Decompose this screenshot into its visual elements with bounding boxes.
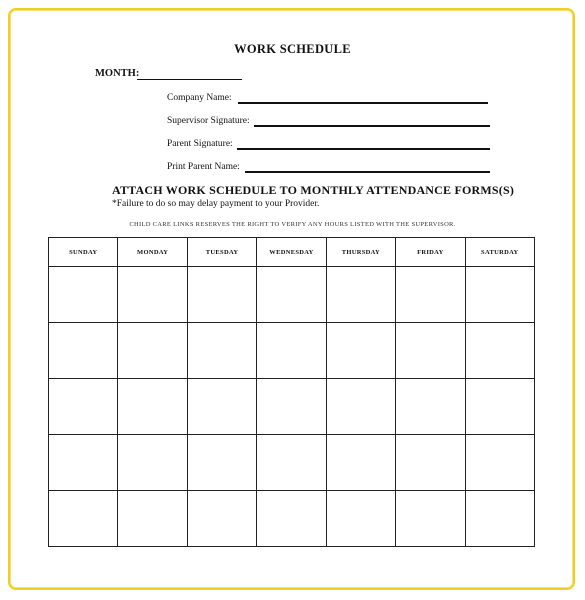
schedule-cell-monday[interactable] (118, 323, 187, 379)
parent-signature-field[interactable] (237, 148, 490, 150)
schedule-cell-saturday[interactable] (465, 491, 534, 547)
schedule-cell-thursday[interactable] (326, 491, 395, 547)
schedule-cell-sunday[interactable] (49, 435, 118, 491)
schedule-cell-monday[interactable] (118, 491, 187, 547)
day-header-tuesday: TUESDAY (187, 238, 256, 267)
week-row (49, 435, 535, 491)
month-field[interactable] (137, 79, 242, 80)
schedule-cell-sunday[interactable] (49, 267, 118, 323)
schedule-cell-sunday[interactable] (49, 491, 118, 547)
schedule-cell-monday[interactable] (118, 379, 187, 435)
day-header-row (49, 238, 535, 267)
schedule-cell-friday[interactable] (396, 323, 465, 379)
schedule-cell-thursday[interactable] (326, 379, 395, 435)
month-label: MONTH: (95, 68, 140, 79)
schedule-cell-monday[interactable] (118, 267, 187, 323)
day-header-wednesday: WEDNESDAY (257, 238, 326, 267)
schedule-cell-friday[interactable] (396, 379, 465, 435)
schedule-cell-saturday[interactable] (465, 435, 534, 491)
day-header-thursday: THURSDAY (326, 238, 395, 267)
company-name-label: Company Name: (167, 93, 232, 103)
schedule-cell-wednesday[interactable] (257, 267, 326, 323)
schedule-cell-thursday[interactable] (326, 323, 395, 379)
schedule-body (49, 267, 535, 547)
schedule-cell-thursday[interactable] (326, 435, 395, 491)
schedule-cell-saturday[interactable] (465, 323, 534, 379)
day-header-sunday: SUNDAY (49, 238, 118, 267)
parent-signature-label: Parent Signature: (167, 139, 233, 149)
schedule-cell-wednesday[interactable] (257, 379, 326, 435)
schedule-table (48, 237, 535, 547)
company-name-field[interactable] (238, 102, 488, 104)
supervisor-signature-label: Supervisor Signature: (167, 116, 250, 126)
schedule-cell-friday[interactable] (396, 267, 465, 323)
schedule-cell-tuesday[interactable] (187, 267, 256, 323)
schedule-cell-tuesday[interactable] (187, 379, 256, 435)
schedule-cell-wednesday[interactable] (257, 323, 326, 379)
reserves-note: CHILD CARE LINKS RESERVES THE RIGHT TO VERIFY ANY HOURS LISTED WITH THE SUPERVISOR. (129, 221, 456, 228)
schedule-cell-tuesday[interactable] (187, 435, 256, 491)
schedule-cell-wednesday[interactable] (257, 435, 326, 491)
week-row (49, 323, 535, 379)
print-parent-name-field[interactable] (245, 171, 490, 173)
schedule-cell-tuesday[interactable] (187, 323, 256, 379)
day-header-monday: MONDAY (118, 238, 187, 267)
week-row (49, 267, 535, 323)
day-header-saturday: SATURDAY (465, 238, 534, 267)
print-parent-name-label: Print Parent Name: (167, 162, 240, 172)
schedule-cell-saturday[interactable] (465, 379, 534, 435)
week-row (49, 379, 535, 435)
week-row (49, 491, 535, 547)
day-header-friday: FRIDAY (396, 238, 465, 267)
schedule-cell-friday[interactable] (396, 435, 465, 491)
schedule-cell-tuesday[interactable] (187, 491, 256, 547)
supervisor-signature-field[interactable] (254, 125, 490, 127)
failure-note: *Failure to do so may delay payment to your Provider. (112, 199, 320, 209)
schedule-cell-thursday[interactable] (326, 267, 395, 323)
schedule-cell-wednesday[interactable] (257, 491, 326, 547)
schedule-cell-saturday[interactable] (465, 267, 534, 323)
schedule-cell-sunday[interactable] (49, 323, 118, 379)
attach-notice: ATTACH WORK SCHEDULE TO MONTHLY ATTENDANCE FORMS(S) (112, 183, 515, 197)
schedule-cell-sunday[interactable] (49, 379, 118, 435)
document-title: WORK SCHEDULE (234, 42, 351, 56)
schedule-cell-monday[interactable] (118, 435, 187, 491)
schedule-cell-friday[interactable] (396, 491, 465, 547)
